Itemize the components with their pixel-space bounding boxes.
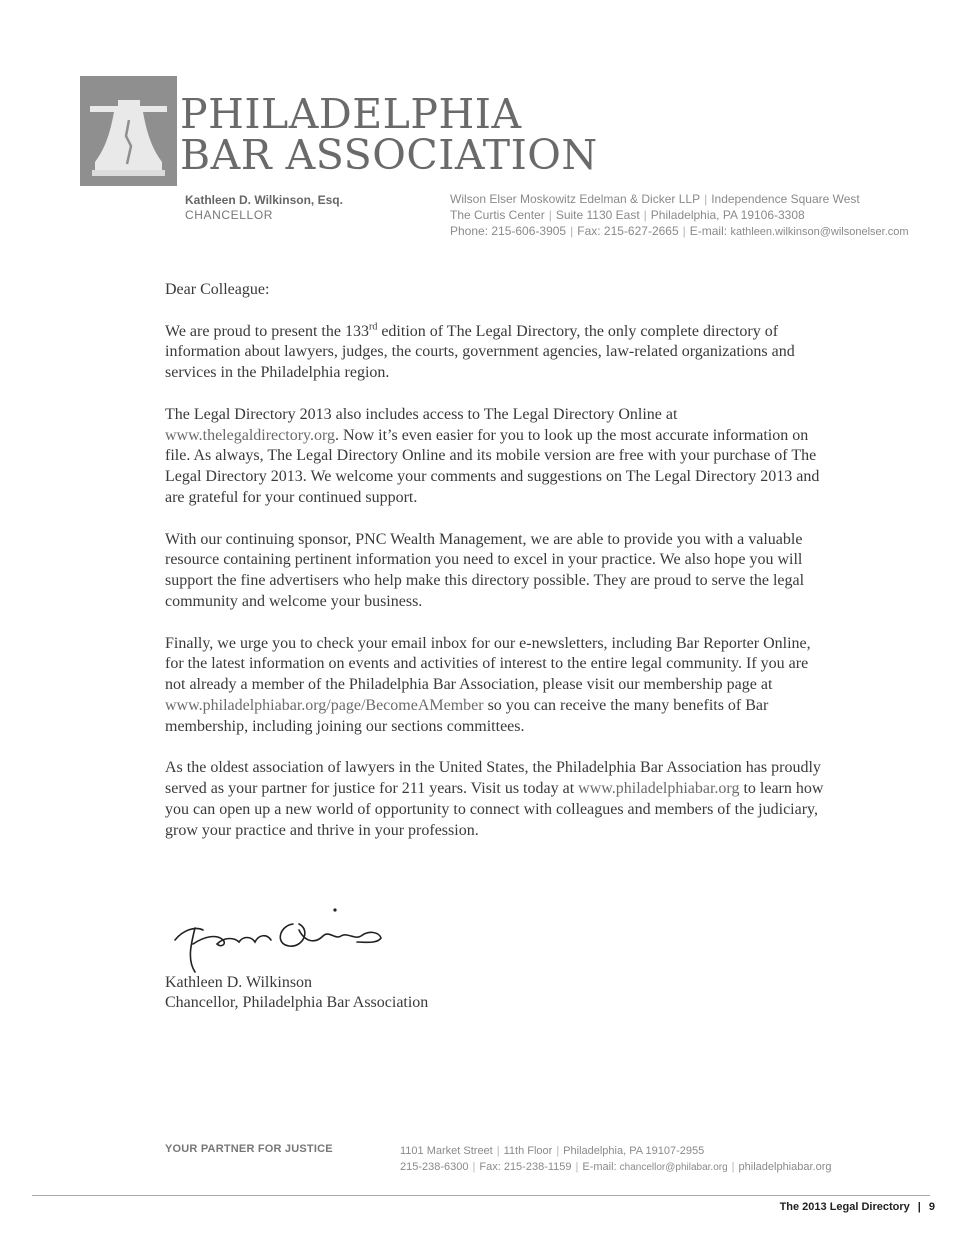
footer-floor: 11th Floor — [503, 1145, 553, 1157]
p2-text-a: The Legal Directory 2013 also includes access to The Legal Directory Online at — [165, 405, 678, 423]
firm-line2 — [450, 207, 909, 223]
bar-association-logo — [80, 76, 177, 186]
separator: | — [682, 224, 686, 238]
paragraph-1 — [165, 322, 825, 384]
publication-title: The 2013 Legal Directory — [779, 1201, 910, 1213]
paragraph-4 — [165, 634, 825, 738]
firm-name: Wilson Elser Moskowitz Edelman & Dicker LLP — [450, 192, 701, 206]
firm-building: Independence Square West — [711, 192, 860, 206]
paragraph-2 — [165, 405, 825, 509]
page-number: 9 — [928, 1201, 935, 1213]
p4-text-a: Finally, we urge you to check your email inbox for our e-newsletters, including Bar Reporter Online, for the latest information on events and activities of interest to the entire legal community. If you are not already a member of the Philadelphia Bar Association, please visit our membership page at — [165, 634, 811, 694]
tagline: YOUR PARTNER FOR JUSTICE — [165, 1143, 333, 1155]
firm-city: Philadelphia, PA 19106-3308 — [650, 208, 805, 222]
salutation: Dear Colleague: — [165, 281, 270, 298]
handwritten-signature — [165, 900, 395, 975]
firm-line3 — [450, 223, 909, 240]
firm-fax: Fax: 215-627-2665 — [577, 224, 679, 238]
separator: | — [643, 208, 647, 222]
p5-text-b: to learn how you can open up a new world of opportunity to connect with colleagues and members of the judiciary, grow your practice and thrive in your profession. — [165, 780, 824, 839]
firm-phone: Phone: 215-606-3905 — [450, 224, 567, 238]
liberty-bell-icon — [80, 76, 177, 186]
footer-address-block — [400, 1143, 832, 1176]
letter-body — [165, 280, 825, 862]
membership-link[interactable]: www.philadelphiabar.org/page/BecomeAMember — [165, 696, 484, 714]
p1-text-a: We are proud to present the 133 — [165, 322, 369, 340]
org-name-line2: BAR ASSOCIATION — [180, 131, 598, 179]
org-name-line1: PHILADELPHIA — [180, 90, 522, 138]
legal-directory-link[interactable]: www.thelegaldirectory.org — [165, 426, 336, 444]
ordinal-suffix: rd — [368, 321, 378, 333]
separator: | — [704, 192, 708, 206]
footer-email[interactable]: chancellor@philabar.org — [619, 1162, 728, 1173]
footer-fax: Fax: 215-238-1159 — [479, 1161, 572, 1173]
firm-email[interactable]: kathleen.wilkinson@wilsonelser.com — [730, 226, 909, 238]
separator: | — [472, 1161, 476, 1173]
firm-email-label: E-mail: — [689, 224, 728, 238]
sender-name: Kathleen D. Wilkinson, Esq. — [185, 193, 343, 207]
separator: | — [548, 208, 552, 222]
separator: | — [575, 1161, 579, 1173]
firm-center: The Curtis Center — [450, 208, 545, 222]
footer-street: 1101 Market Street — [400, 1145, 493, 1157]
p5-text-a: As the oldest association of lawyers in the United States, the Philadelphia Bar Association has proudly served as your partner for justice for 211 years. Visit us today at — [165, 759, 821, 798]
separator: | — [556, 1145, 560, 1157]
p1-text-b: edition of The Legal Directory, the only complete directory of information about lawyers, judges, the courts, government agencies, law-related organizations and services in the Philadelphia region. — [165, 322, 795, 382]
signature-drawing — [165, 900, 395, 975]
signer-block — [165, 973, 428, 1013]
footer-email-label: E-mail: — [582, 1161, 617, 1173]
separator: | — [570, 224, 574, 238]
footer-website[interactable]: philadelphiabar.org — [738, 1161, 832, 1173]
footer-address-line2 — [400, 1159, 832, 1176]
paragraph-5 — [165, 758, 825, 841]
firm-line1 — [450, 191, 909, 207]
page-footer — [780, 1201, 935, 1213]
philadelphiabar-link[interactable]: www.philadelphiabar.org — [578, 780, 740, 798]
paragraph-3: With our continuing sponsor, PNC Wealth Management, we are able to provide you with a valuable resource containing pertinent information you need to excel in your practice. We also hope you will support the fine advertisers who help make this directory possible. They are proud to serve the legal community and welcome your business. — [165, 530, 805, 610]
footer-rule — [32, 1195, 930, 1196]
sender-title: CHANCELLOR — [185, 208, 274, 222]
signer-name: Kathleen D. Wilkinson — [165, 974, 313, 991]
firm-suite: Suite 1130 East — [555, 208, 640, 222]
page-separator: | — [917, 1201, 921, 1213]
firm-address-block — [450, 191, 909, 240]
footer-address-line1 — [400, 1143, 832, 1159]
p2-text-b: . Now it’s even easier for you to look up the most accurate information on file. As always, The Legal Directory Online and its mobile version are free with your purchase of The Legal Directory 2013. We welcome your comments and suggestions on The Legal Directory 2013 and are grateful for your continued support. — [165, 426, 820, 506]
signer-title: Chancellor, Philadelphia Bar Association — [165, 994, 429, 1011]
p4-text-b: so you can receive the many benefits of Bar membership, including joining our sections committees. — [165, 696, 769, 735]
sender-block — [185, 193, 343, 223]
separator: | — [496, 1145, 500, 1157]
footer-city: Philadelphia, PA 19107-2955 — [563, 1145, 705, 1157]
footer-phone: 215-238-6300 — [400, 1161, 469, 1173]
separator: | — [731, 1161, 735, 1173]
